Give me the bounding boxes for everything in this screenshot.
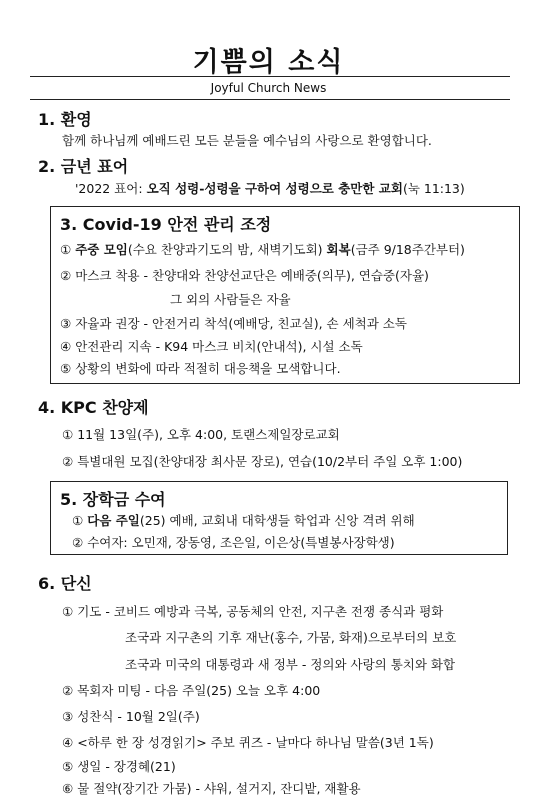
covid-item-4: ④ 안전관리 지속 - K94 마스크 비치(안내석), 시설 소독 xyxy=(60,339,363,354)
news-item-3: ③ 성찬식 - 10월 2일(주) xyxy=(62,709,200,724)
section-heading-welcome: 1. 환영 xyxy=(38,110,92,129)
covid-item-3: ③ 자율과 권장 - 안전거리 착석(예배당, 친교실), 손 세척과 소독 xyxy=(60,316,407,331)
scholarship-item-2: ② 수여자: 오민재, 장동영, 조은일, 이은상(특별봉사장학생) xyxy=(72,535,395,550)
news-item-6: ⑥ 물 절약(장기간 가뭄) - 샤워, 설거지, 잔디밭, 재활용 xyxy=(62,781,361,796)
section-heading-motto: 2. 금년 표어 xyxy=(38,157,129,176)
title-rule-top xyxy=(30,76,510,77)
section-heading-covid: 3. Covid-19 안전 관리 조정 xyxy=(60,215,272,234)
welcome-text: 함께 하나님께 예배드린 모든 분들을 예수님의 사랑으로 환영합니다. xyxy=(62,133,432,148)
covid-item-2-cont: 그 외의 사람들은 자율 xyxy=(170,292,291,307)
news-item-4: ④ <하루 한 장 성경읽기> 주보 퀴즈 - 날마다 하나님 말씀(3년 1독) xyxy=(62,735,434,750)
motto-text: '2022 표어: 오직 성령-성령을 구하여 성령으로 충만한 교회(눅 11:13) xyxy=(75,181,465,196)
covid-item-2: ② 마스크 착용 - 찬양대와 찬양선교단은 예배중(의무), 연습중(자율) xyxy=(60,268,429,283)
covid-item-1: ① 주중 모임(수요 찬양과기도의 밤, 새벽기도회) 회복(금주 9/18주간부터) xyxy=(60,242,465,257)
page-subtitle: Joyful Church News xyxy=(210,81,327,95)
news-item-1: ① 기도 - 코비드 예방과 극복, 공동체의 안전, 지구촌 전쟁 종식과 평화 xyxy=(62,604,444,619)
section-heading-scholarship: 5. 장학금 수여 xyxy=(60,490,166,509)
title-rule-bottom xyxy=(30,99,510,100)
news-item-1-cont-2: 조국과 미국의 대통령과 새 정부 - 정의와 사랑의 통치와 화합 xyxy=(125,657,456,672)
section-heading-news: 6. 단신 xyxy=(38,574,92,593)
kpc-item-2: ② 특별대원 모집(찬양대장 최사문 장로), 연습(10/2부터 주일 오후 1:00) xyxy=(62,454,463,469)
covid-item-5: ⑤ 상황의 변화에 따라 적절히 대응책을 모색합니다. xyxy=(60,361,341,376)
section-heading-kpc: 4. KPC 찬양제 xyxy=(38,398,149,417)
kpc-item-1: ① 11월 13일(주), 오후 4:00, 토랜스제일장로교회 xyxy=(62,427,340,442)
news-item-1-cont-1: 조국과 지구촌의 기후 재난(홍수, 가뭄, 화재)으로부터의 보호 xyxy=(125,630,457,645)
scholarship-item-1: ① 다음 주일(25) 예배, 교회내 대학생들 학업과 신앙 격려 위해 xyxy=(72,513,415,528)
news-item-5: ⑤ 생일 - 장경혜(21) xyxy=(62,759,176,774)
news-item-2: ② 목회자 미팅 - 다음 주일(25) 오늘 오후 4:00 xyxy=(62,683,321,698)
page-title: 기쁨의 소식 xyxy=(192,47,345,78)
